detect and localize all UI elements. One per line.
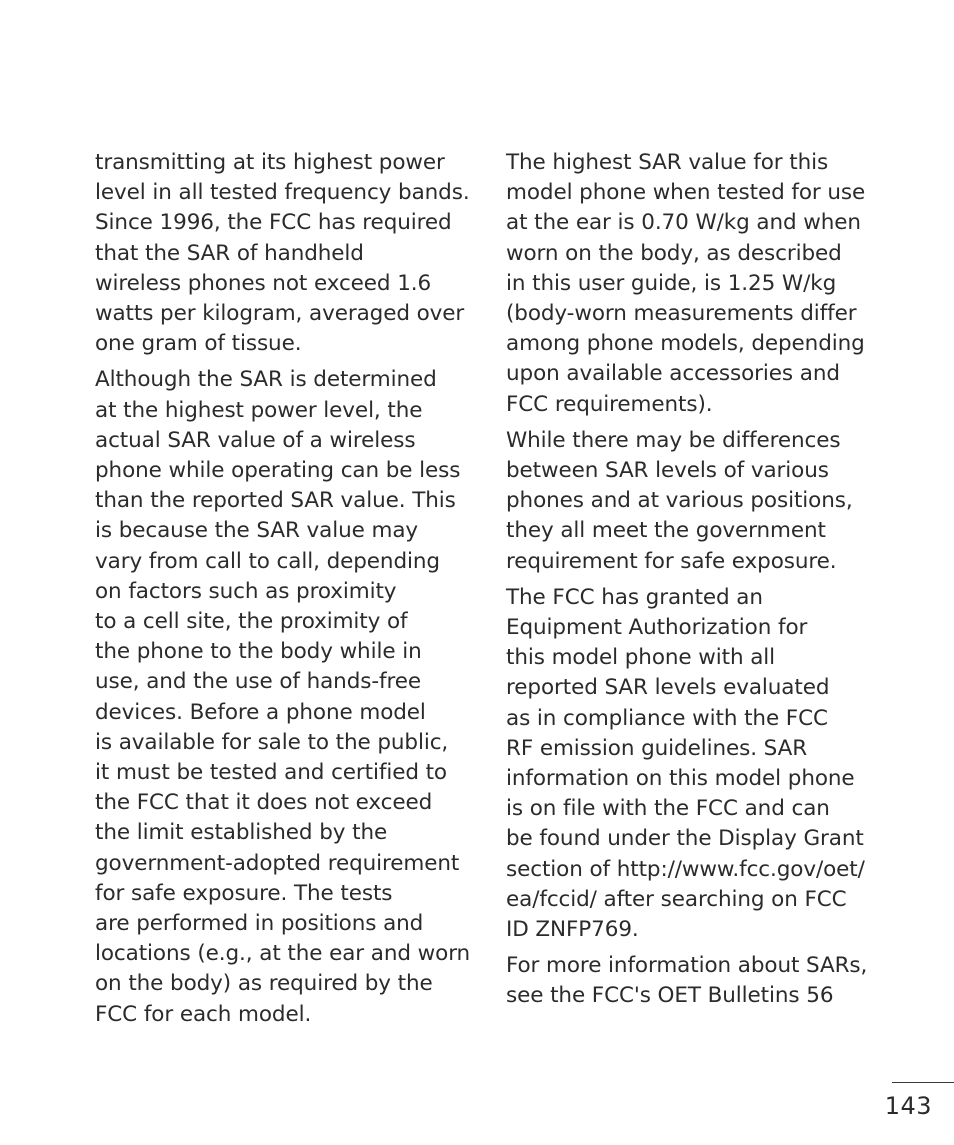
- paragraph-more-information: For more information about SARs, see the FCC's OET Bulletins 56: [506, 953, 868, 1009]
- page-number: 143: [884, 1092, 932, 1120]
- right-text-column: [506, 148, 906, 1018]
- left-text-column: [95, 148, 495, 1036]
- paragraph-sar-differences: While there may be differences between SAR levels of various phones and at various positions, they all meet the government requirement for safe exposure.: [506, 427, 853, 574]
- footer-divider: [892, 1082, 954, 1083]
- paragraph-actual-sar: Although the SAR is determined at the highest power level, the actual SAR value of a wireless phone while operating can be less than the reported SAR value. This is because the SAR value may vary from call to call, depending on factors such as proximity to a cell site, the proximity of the phone to the body while in use, and the use of hands-free devices. Before a phone model is available for sale to the public, it must be tested and certified to the FCC that it does not exceed the limit established by the government-adopted requirement for safe exposure. The tests are performed in positions and locations (e.g., at the ear and worn on the body) as required by the FCC for each model.: [95, 367, 471, 1027]
- paragraph-highest-sar-value: The highest SAR value for this model phone when tested for use at the ear is 0.70 W/kg and when worn on the body, as described in this user guide, is 1.25 W/kg (body-worn measurements differ among phone models, depending upon available accessories and FCC requirements).: [506, 150, 866, 417]
- paragraph-fcc-authorization: The FCC has granted an Equipment Authorization for this model phone with all reported SAR levels evaluated as in compliance with the FCC RF emission guidelines. SAR information on this model phone is on file with the FCC and can be found under the Display Grant section of http://www.fcc.gov/oet/ ea/fccid/ after searching on FCC ID ZNFP769.: [506, 584, 865, 943]
- paragraph-sar-limit: transmitting at its highest power level in all tested frequency bands. Since 1996, the FCC has required that the SAR of handheld wireless phones not exceed 1.6 watts per kilogram, averaged over one gram of tissue.: [95, 150, 470, 357]
